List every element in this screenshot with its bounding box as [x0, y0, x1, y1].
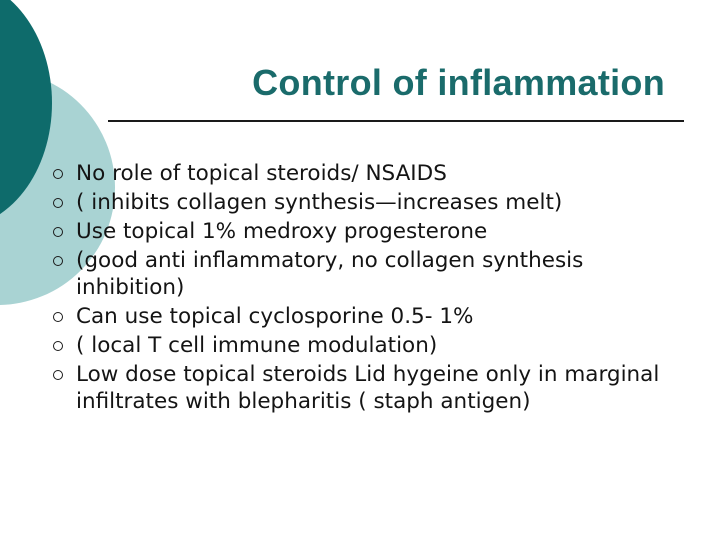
bullet-item [52, 218, 692, 245]
bullet-text: (good anti inflammatory, no collagen synthesis inhibition) [76, 248, 584, 300]
hollow-circle-bullet-icon [53, 227, 63, 237]
bullet-text: Use topical 1% medroxy progesterone [76, 219, 488, 244]
bullet-text: Can use topical cyclosporine 0.5- 1% [76, 304, 474, 329]
hollow-circle-bullet-icon [53, 312, 63, 322]
slide-title: Control of inflammation [252, 62, 665, 103]
bullet-text: ( local T cell immune modulation) [76, 333, 438, 358]
bullet-text: No role of topical steroids/ NSAIDS [76, 161, 447, 186]
hollow-circle-bullet-icon [53, 341, 63, 351]
hollow-circle-bullet-icon [53, 256, 63, 266]
hollow-circle-bullet-icon [53, 370, 63, 380]
bullet-item [52, 247, 692, 301]
bullet-item [52, 332, 692, 359]
bullet-item [52, 361, 692, 415]
bullet-item [52, 160, 692, 187]
bullet-text: Low dose topical steroids Lid hygeine only in marginal infiltrates with blepharitis ( staph antigen) [76, 362, 660, 414]
hollow-circle-bullet-icon [53, 198, 63, 208]
bullet-item [52, 189, 692, 216]
bullet-item [52, 303, 692, 330]
bullet-text: ( inhibits collagen synthesis—increases melt) [76, 190, 563, 215]
bullet-list [52, 160, 692, 417]
title-underline [108, 120, 684, 122]
hollow-circle-bullet-icon [53, 169, 63, 179]
